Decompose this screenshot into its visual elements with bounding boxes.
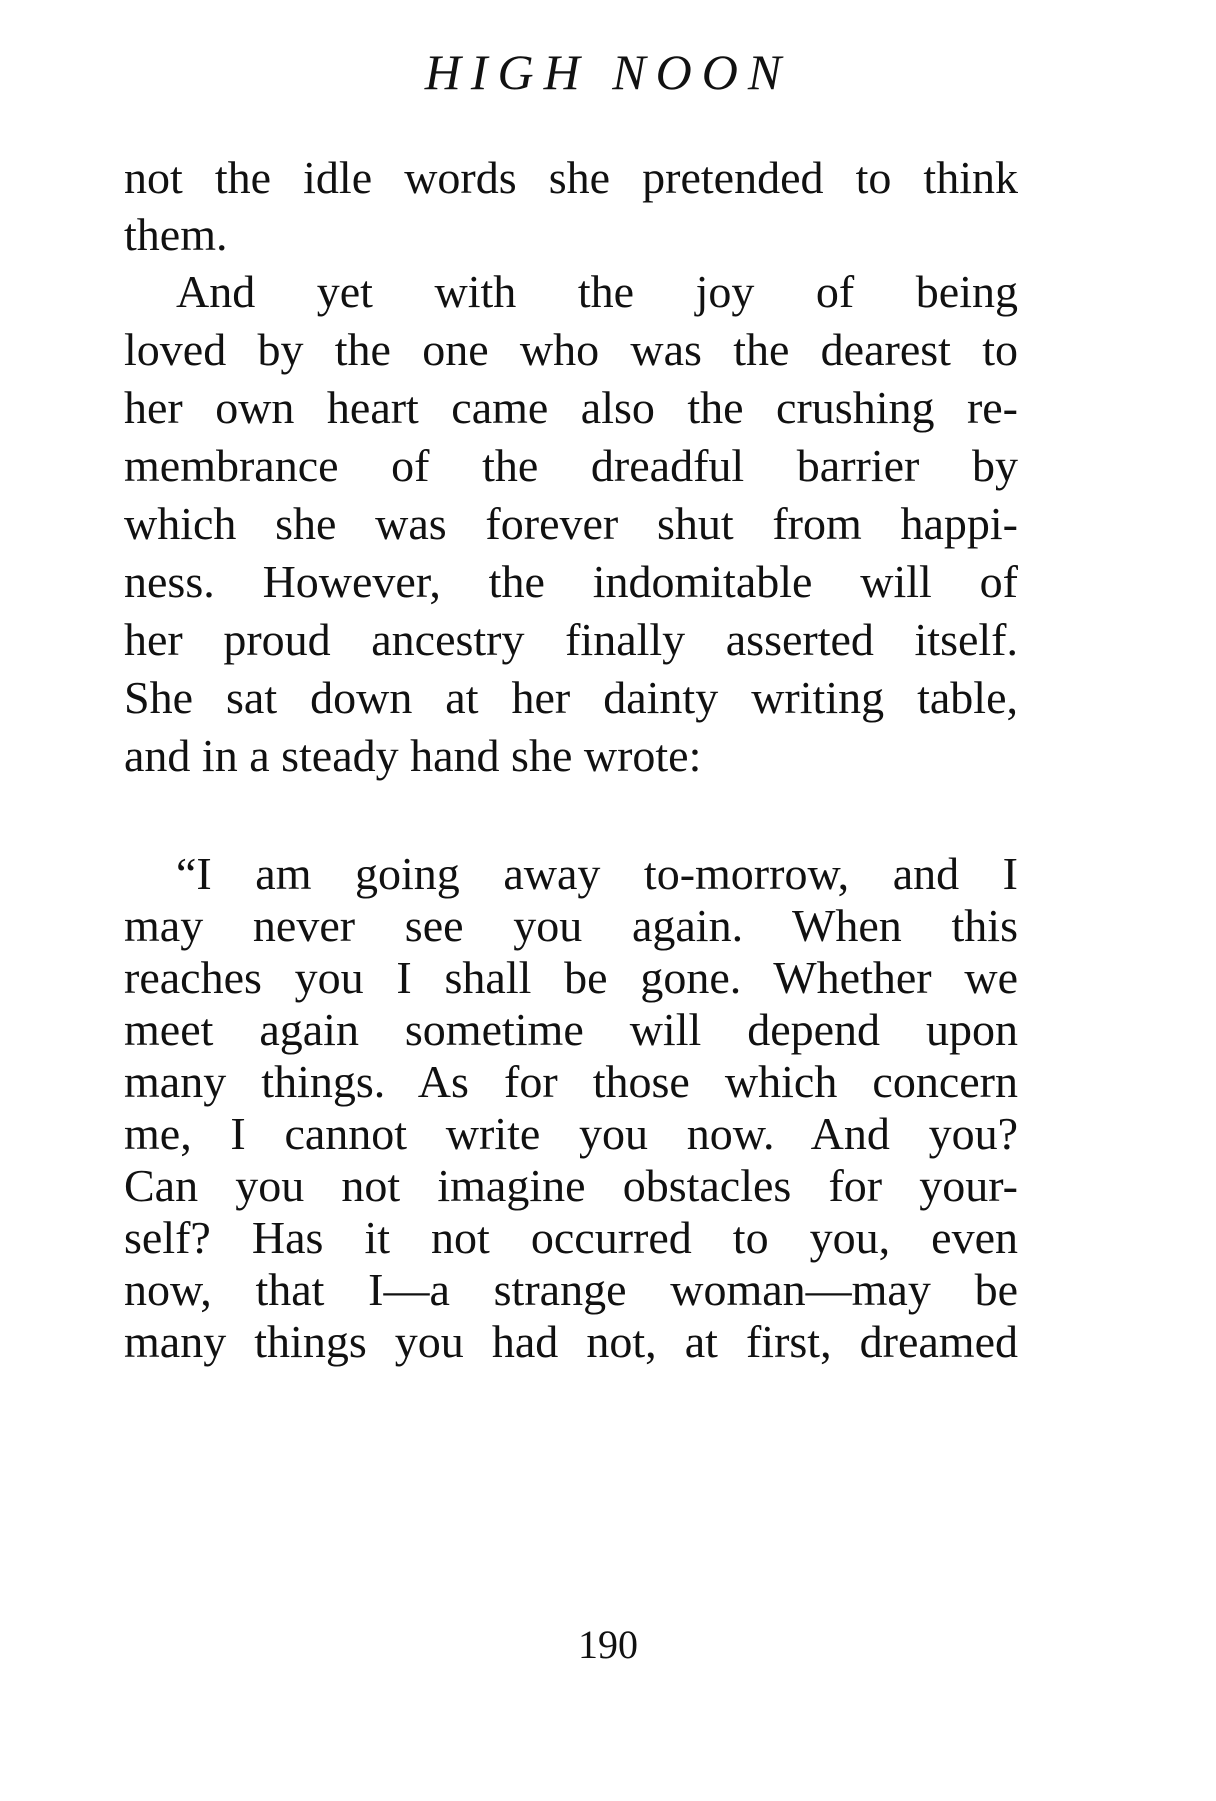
text-line: now, that I—a strange woman—may be <box>124 1264 1018 1315</box>
text-line: She sat down at her dainty writing table, <box>124 672 1018 723</box>
text-line: self? Has it not occurred to you, even <box>124 1212 1018 1263</box>
text-line: “I am going away to-morrow, and I <box>176 848 1018 899</box>
text-line: and in a steady hand she wrote: <box>124 730 702 781</box>
text-line: her proud ancestry finally asserted itself. <box>124 614 1018 665</box>
text-line: Can you not imagine obstacles for your- <box>124 1160 1018 1211</box>
text-line: her own heart came also the crushing re- <box>124 382 1018 433</box>
text-line: me, I cannot write you now. And you? <box>124 1108 1018 1159</box>
text-line: many things. As for those which concern <box>124 1056 1018 1107</box>
text-line: them. <box>124 209 228 260</box>
text-line: And yet with the joy of being <box>176 266 1018 317</box>
page-number: 190 <box>578 1622 638 1667</box>
text-line: many things you had not, at first, dreamed <box>124 1316 1018 1367</box>
text-line: reaches you I shall be gone. Whether we <box>124 952 1018 1003</box>
text-line: meet again sometime will depend upon <box>124 1004 1018 1055</box>
text-line: which she was forever shut from happi- <box>124 498 1018 549</box>
text-line: ness. However, the indomitable will of <box>124 556 1018 607</box>
text-line: membrance of the dreadful barrier by <box>124 440 1018 491</box>
text-line: not the idle words she pretended to think <box>124 152 1018 203</box>
running-head: HIGH NOON <box>424 44 792 100</box>
text-line: loved by the one who was the dearest to <box>124 324 1018 375</box>
text-line: may never see you again. When this <box>124 900 1018 951</box>
